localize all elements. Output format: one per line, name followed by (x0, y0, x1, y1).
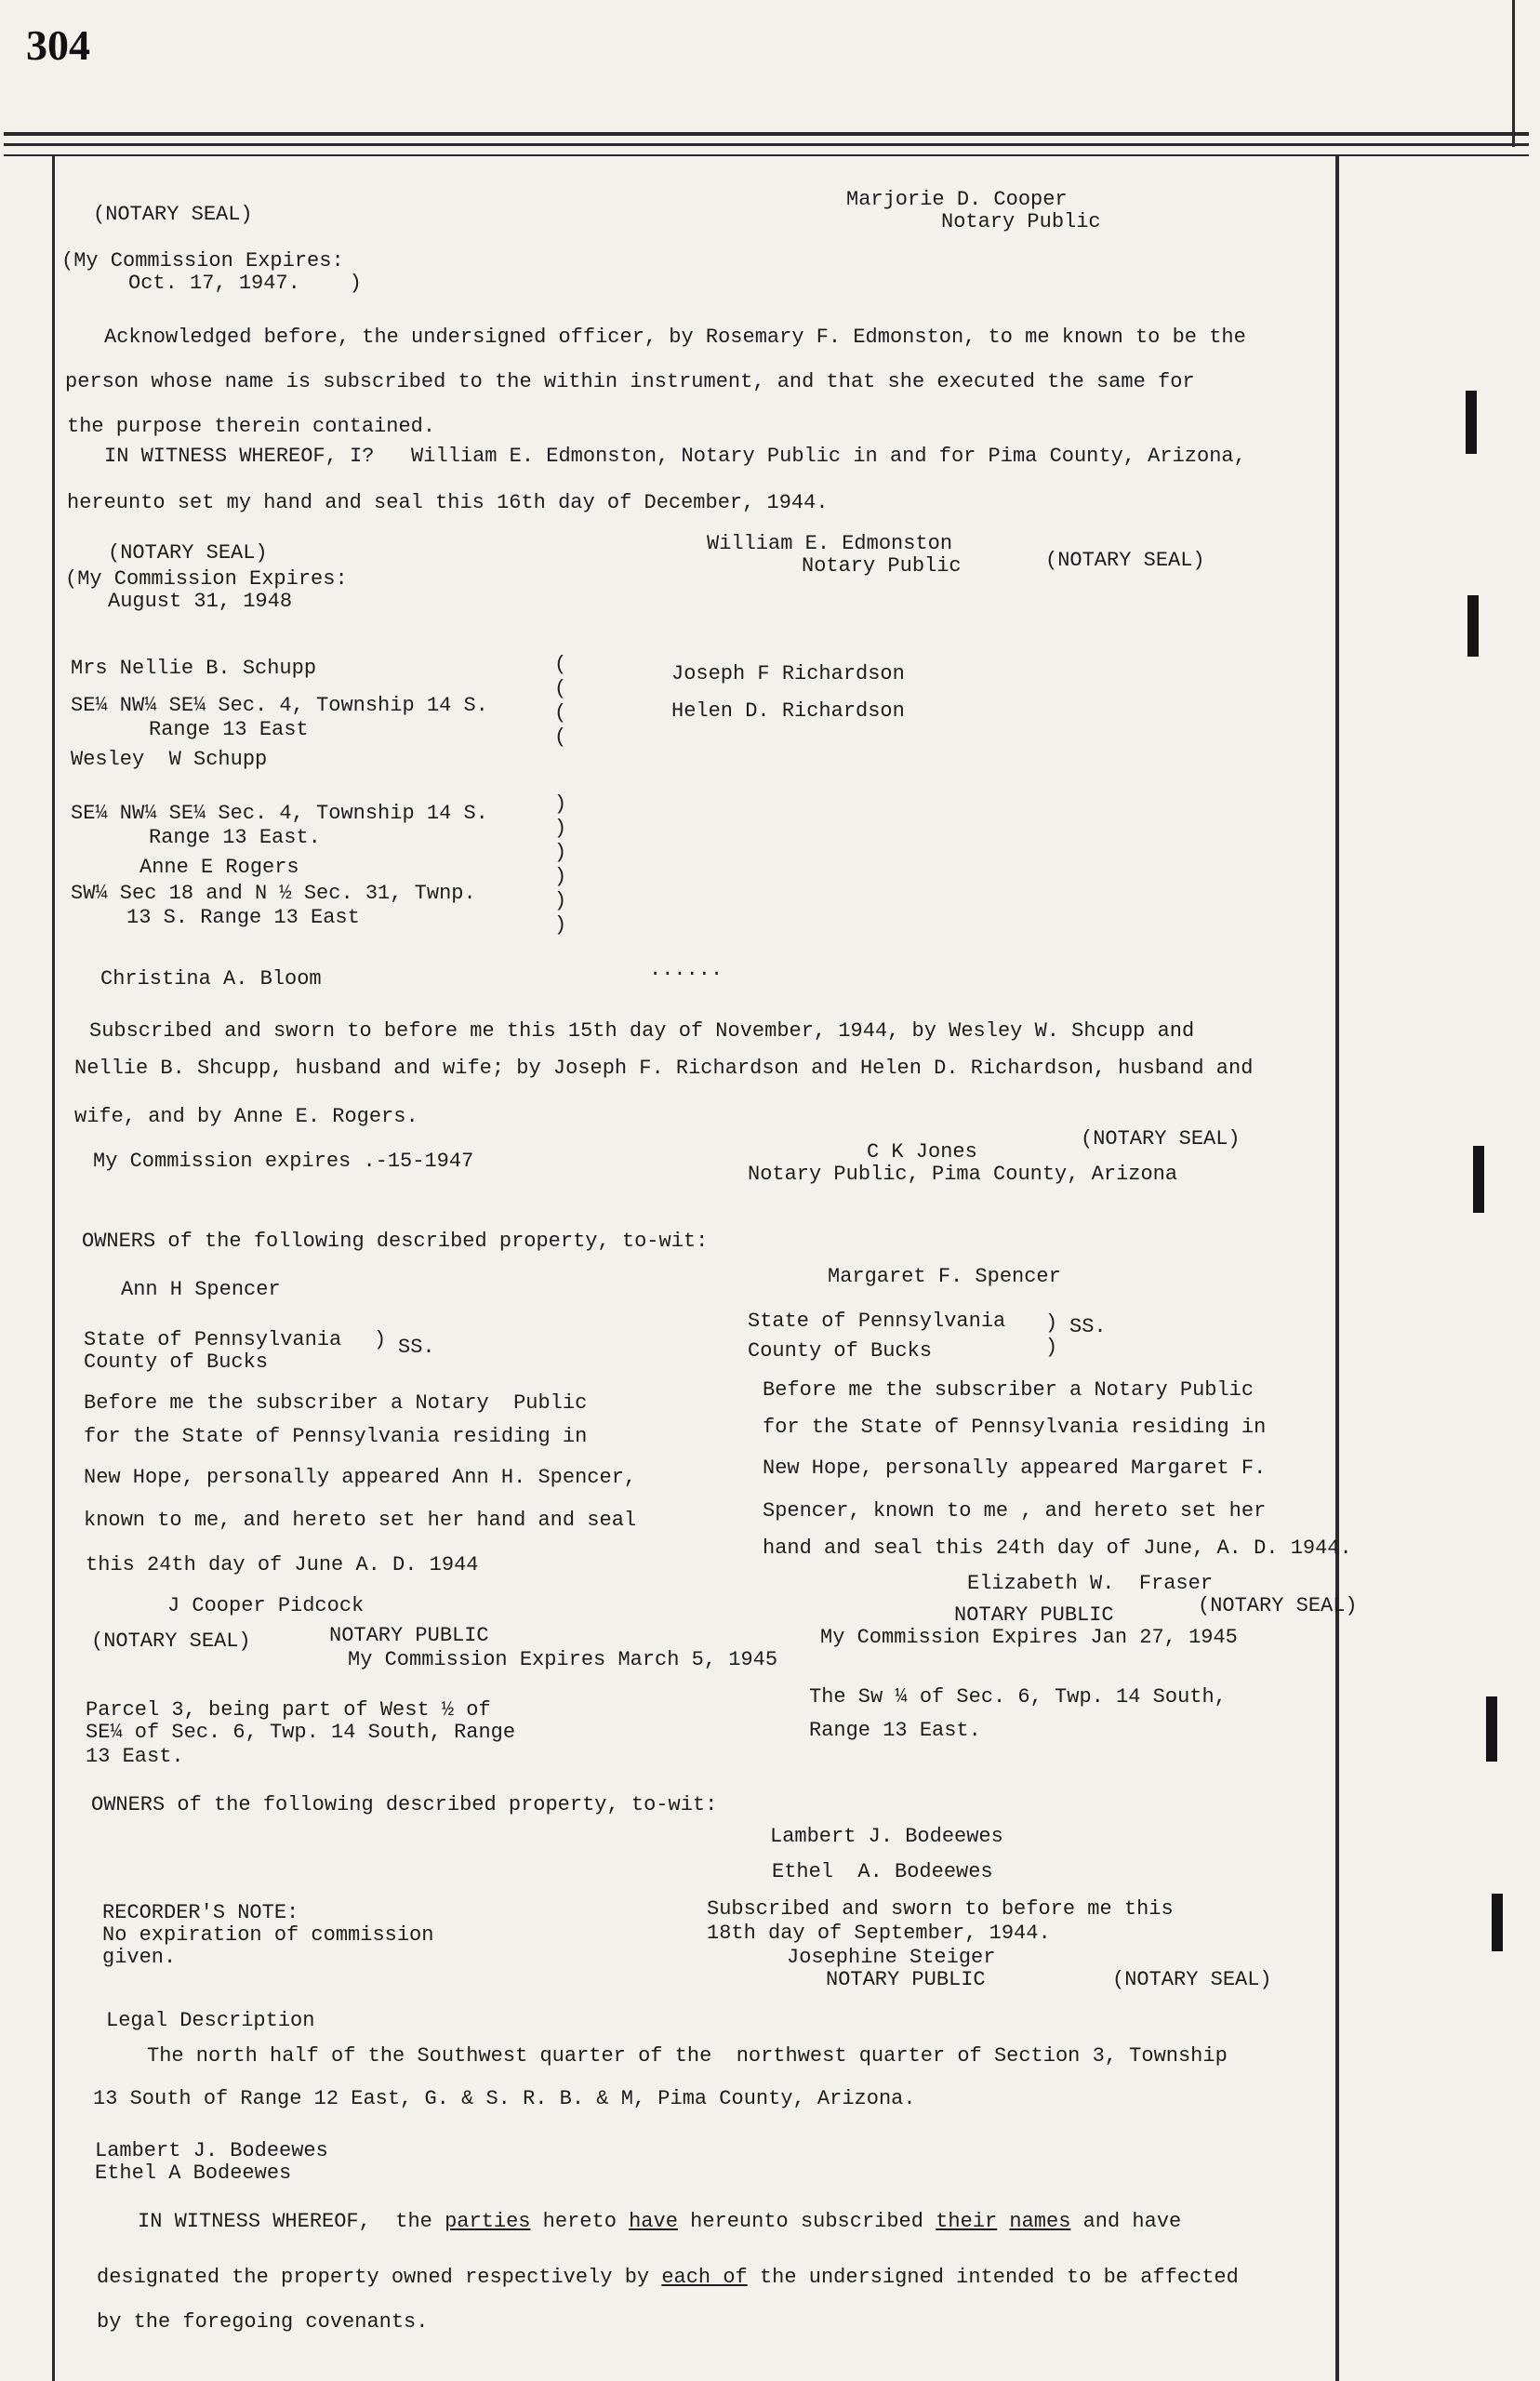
underlined-word: names (1009, 2210, 1071, 2233)
property-description: 13 S. Range 13 East (126, 906, 360, 929)
notary-seal-label: (NOTARY SEAL) (108, 541, 268, 565)
bracket: ) (374, 1328, 387, 1351)
property-description: SE¼ of Sec. 6, Twp. 14 South, Range (86, 1721, 516, 1744)
commission-label: (My Commission Expires: (65, 567, 348, 591)
underlined-word: parties (445, 2210, 531, 2233)
owner-name: Margaret F. Spencer (828, 1265, 1061, 1288)
left-margin-rule (52, 154, 55, 2381)
top-rule-inner (4, 143, 1529, 146)
page-number: 304 (26, 21, 90, 69)
recorders-note-label: RECORDER'S NOTE: (102, 1901, 299, 1924)
property-description: Range 13 East. (149, 826, 321, 849)
signature-dots: ...... (649, 958, 724, 981)
body-line: for the State of Pennsylvania residing in (763, 1416, 1267, 1439)
commission-label: (My Commission Expires: (61, 249, 344, 273)
body-line: Spencer, known to me , and hereto set her (763, 1499, 1267, 1523)
property-description: SE¼ NW¼ SE¼ Sec. 4, Township 14 S. (71, 694, 488, 717)
owner-name: Christina A. Bloom (100, 967, 322, 991)
body-line: hereunto set my hand and seal this 16th day of December, 1944. (67, 491, 829, 514)
underlined-word: their (936, 2210, 998, 2233)
property-description: SE¼ NW¼ SE¼ Sec. 4, Township 14 S. (71, 802, 488, 825)
owner-name: Lambert J. Bodeewes (770, 1825, 1003, 1848)
body-line: New Hope, personally appeared Ann H. Spencer, (84, 1466, 637, 1489)
witness-clause-line: by the foregoing covenants. (97, 2310, 429, 2334)
notary-name: Josephine Steiger (787, 1946, 996, 1969)
notary-title: Notary Public, Pima County, Arizona (748, 1163, 1178, 1186)
body-line: Subscribed and sworn to before me this (707, 1897, 1174, 1921)
venue-county: County of Bucks (84, 1350, 269, 1374)
notary-title: Notary Public (941, 210, 1101, 233)
witness-text: IN WITNESS WHEREOF, the (138, 2210, 445, 2233)
far-right-rule (1512, 0, 1515, 147)
bracket: ) ) ) ) ) ) (554, 792, 567, 937)
venue-ss: SS. (398, 1336, 435, 1359)
section-heading: OWNERS of the following described property, to-wit: (82, 1230, 709, 1253)
signature-name: Lambert J. Bodeewes (95, 2139, 328, 2162)
notary-name: Elizabeth W. Fraser (967, 1572, 1214, 1595)
property-description: The Sw ¼ of Sec. 6, Twp. 14 South, (809, 1685, 1227, 1709)
notary-seal-label: (NOTARY SEAL) (1081, 1127, 1241, 1151)
notary-name: William E. Edmonston (707, 532, 953, 555)
body-line: Before me the subscriber a Notary Public (763, 1378, 1255, 1402)
witness-text: the undersigned intended to be affected (747, 2266, 1239, 2289)
section-heading: OWNERS of the following described property, to-wit: (91, 1793, 718, 1816)
notary-name: J Cooper Pidcock (167, 1594, 365, 1617)
witness-text: hereunto subscribed (677, 2210, 936, 2233)
binder-mark (1492, 1894, 1503, 1951)
recorders-note-text: No expiration of commission (102, 1923, 434, 1947)
body-line: 18th day of September, 1944. (707, 1922, 1051, 1945)
bracket: ( ( ( ( (554, 653, 567, 749)
body-line: New Hope, personally appeared Margaret F. (763, 1457, 1267, 1480)
notary-name: C K Jones (867, 1140, 977, 1164)
body-line: IN WITNESS WHEREOF, I? William E. Edmonston, Notary Public in and for Pima County, Arizona, (104, 445, 1246, 468)
venue-state: State of Pennsylvania (84, 1328, 342, 1351)
notary-name: Marjorie D. Cooper (846, 188, 1068, 211)
binder-mark (1473, 1146, 1484, 1213)
binder-mark (1467, 595, 1479, 657)
bracket: ) ) (1045, 1311, 1058, 1359)
commission-label: My Commission Expires Jan 27, 1945 (820, 1626, 1238, 1649)
binder-mark (1486, 1696, 1497, 1762)
top-rule-third (4, 154, 1529, 156)
right-margin-rule (1335, 154, 1339, 2381)
body-line: the purpose therein contained. (67, 415, 436, 438)
recorders-note-text: given. (102, 1946, 177, 1969)
witness-clause-line (138, 2210, 1181, 2234)
owner-name: Anne E Rogers (139, 856, 299, 879)
signature-name: Ethel A Bodeewes (95, 2162, 292, 2185)
owner-name: Mrs Nellie B. Schupp (71, 657, 317, 680)
commission-date: August 31, 1948 (108, 590, 293, 613)
property-description: SW¼ Sec 18 and N ½ Sec. 31, Twnp. (71, 882, 476, 905)
body-line: wife, and by Anne E. Rogers. (74, 1105, 418, 1128)
notary-seal-label: (NOTARY SEAL) (91, 1629, 251, 1653)
legal-description-text: 13 South of Range 12 East, G. & S. R. B. & M, Pima County, Arizona. (93, 2087, 916, 2110)
body-line: Before me the subscriber a Notary Public (84, 1391, 588, 1415)
body-line: Subscribed and sworn to before me this 15th day of November, 1944, by Wesley W. Shcupp and (89, 1019, 1195, 1043)
property-description: Range 13 East. (809, 1719, 981, 1742)
notary-seal-label: (NOTARY SEAL) (1045, 549, 1205, 572)
legal-description-heading: Legal Description (106, 2009, 315, 2032)
underlined-word: each of (661, 2266, 748, 2289)
body-line: this 24th day of June A. D. 1944 (86, 1553, 479, 1576)
body-line: Nellie B. Shcupp, husband and wife; by Joseph F. Richardson and Helen D. Richardson, husband and (74, 1057, 1254, 1080)
property-description: Parcel 3, being part of West ½ of (86, 1698, 491, 1722)
notary-title: NOTARY PUBLIC (826, 1968, 986, 1991)
binder-mark (1466, 391, 1477, 454)
venue-state: State of Pennsylvania (748, 1310, 1006, 1333)
commission-date: Oct. 17, 1947. ) (128, 272, 362, 295)
witness-text: designated the property owned respectively by (97, 2266, 662, 2289)
commission-label: My Commission Expires March 5, 1945 (348, 1648, 778, 1671)
notary-seal-label: (NOTARY SEAL) (93, 203, 253, 226)
notary-seal-label: (NOTARY SEAL) (1198, 1594, 1358, 1617)
body-line: Acknowledged before, the undersigned officer, by Rosemary F. Edmonston, to me known to be the (104, 326, 1246, 349)
owner-name: Ethel A. Bodeewes (772, 1860, 993, 1883)
witness-text: and have (1070, 2210, 1182, 2233)
legal-description-text: The north half of the Southwest quarter of the northwest quarter of Section 3, Township (147, 2044, 1228, 2068)
body-line: for the State of Pennsylvania residing in (84, 1425, 588, 1448)
body-line: person whose name is subscribed to the within instrument, and that she executed the same for (65, 370, 1195, 393)
owner-name: Ann H Spencer (121, 1278, 281, 1301)
notary-seal-label: (NOTARY SEAL) (1112, 1968, 1272, 1991)
commission-label: My Commission expires .-15-1947 (93, 1150, 474, 1173)
owner-name: Joseph F Richardson (671, 662, 905, 685)
body-line: hand and seal this 24th day of June, A. D. 1944. (763, 1536, 1352, 1560)
notary-title: NOTARY PUBLIC (329, 1624, 489, 1647)
underlined-word: have (629, 2210, 678, 2233)
witness-text (997, 2210, 1009, 2233)
witness-clause-line (97, 2266, 1239, 2290)
property-description: 13 East. (86, 1745, 184, 1768)
venue-county: County of Bucks (748, 1339, 933, 1363)
witness-text: hereto (530, 2210, 630, 2233)
owner-name: Helen D. Richardson (671, 699, 905, 723)
notary-title: NOTARY PUBLIC (954, 1603, 1114, 1627)
notary-title: Notary Public (802, 554, 962, 578)
top-rule (4, 132, 1529, 136)
venue-ss: SS. (1069, 1315, 1107, 1338)
owner-name: Wesley W Schupp (71, 748, 268, 771)
body-line: known to me, and hereto set her hand and seal (84, 1509, 637, 1532)
property-description: Range 13 East (149, 718, 309, 741)
